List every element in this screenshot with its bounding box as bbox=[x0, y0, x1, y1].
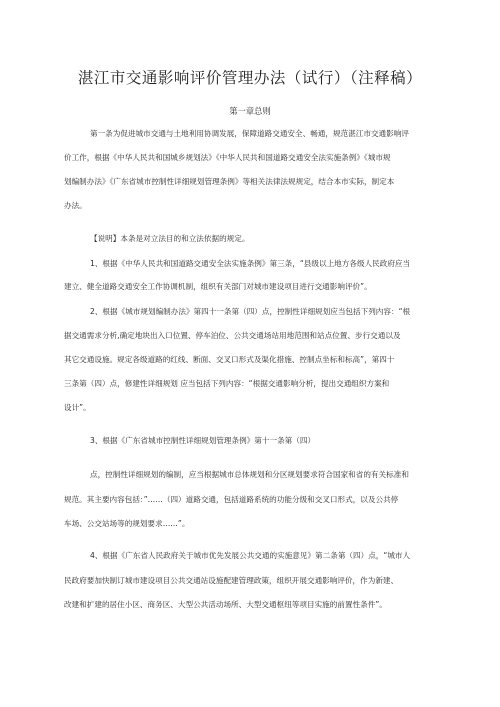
body-line: 【说明】本条是对立法目的和立法依据的规定。 bbox=[90, 234, 250, 243]
body-line: 价工作，根据《中华人民共和国城乡规划法》《中华人民共和国道路交通安全法实施条例》《城市规 bbox=[64, 153, 391, 162]
body-line: 点，控制性详细规划的编制，应当根据城市总体规划和分区规划要求符合国家和省的有关标准和 bbox=[90, 470, 409, 479]
document-title: 湛江市交通影响评价管理办法（试行）（注释稿） bbox=[77, 69, 423, 87]
body-line: 第一条为促进城市交通与土地利用协调发展，保障道路交通安全、畅通，规范湛江市交通影响评 bbox=[90, 129, 409, 138]
body-line: 据交通需求分析,确定地块出入口位置、停车泊位、公共交通场站用地范围和站点位置、步行交通以及 bbox=[64, 331, 401, 340]
body-line: 1、根据《中华人民共和国道路交通安全法实施条例》第三条，“县级以上地方各级人民政府应当 bbox=[90, 259, 411, 268]
body-line: 建立、健全道路交通安全工作协调机制，组织有关部门对城市建设项目进行交通影响评价”。 bbox=[64, 282, 372, 291]
body-line: 办法。 bbox=[64, 201, 87, 210]
body-line: 三条第（四）点，修建性详细规划 应当包括下列内容：“根据交通影响分析，提出交通组织方案和 bbox=[64, 379, 390, 388]
body-line: 2、根据《城市规划编制办法》第四十一条第（四）点，控制性详细规划应当包括下列内容：“根 bbox=[90, 307, 411, 316]
body-line: 规范。其主要内容包括：”……（四）道路交通，包括道路系统的功能分级和交叉口形式，以及公共停 bbox=[64, 495, 399, 504]
chapter-heading: 第一章总则 bbox=[229, 106, 271, 116]
body-line: 3、根据《广东省城市控制性详细规划管理条例》第十一条第（四） bbox=[90, 436, 316, 445]
body-line: 4、根据《广东省人民政府关于城市优先发展公共交通的实施意见》第二条第（四）点，“城市人 bbox=[90, 551, 411, 560]
body-line: 民政府要加快制订城市建设项目公共交通站设施配建管理政策，组织开展交通影响评价，作为新建、 bbox=[64, 576, 399, 585]
body-line: 改建和扩建的居住小区、商务区、大型公共活动场所、大型交通枢纽等项目实施的前置性条件”。 bbox=[64, 600, 387, 609]
body-line: 其它交通设施。规定各级道路的红线、断面、交叉口形式及渠化措施、控制点坐标和标高”，第四十 bbox=[64, 355, 395, 364]
body-line: 划编制办法》《广东省城市控制性详细规划管理条例》等相关法律法规规定，结合本市实际，制定本 bbox=[64, 177, 395, 186]
body-line: 设计”。 bbox=[64, 403, 91, 412]
body-line: 车场、公交站场等的规划要求……”。 bbox=[64, 519, 190, 528]
